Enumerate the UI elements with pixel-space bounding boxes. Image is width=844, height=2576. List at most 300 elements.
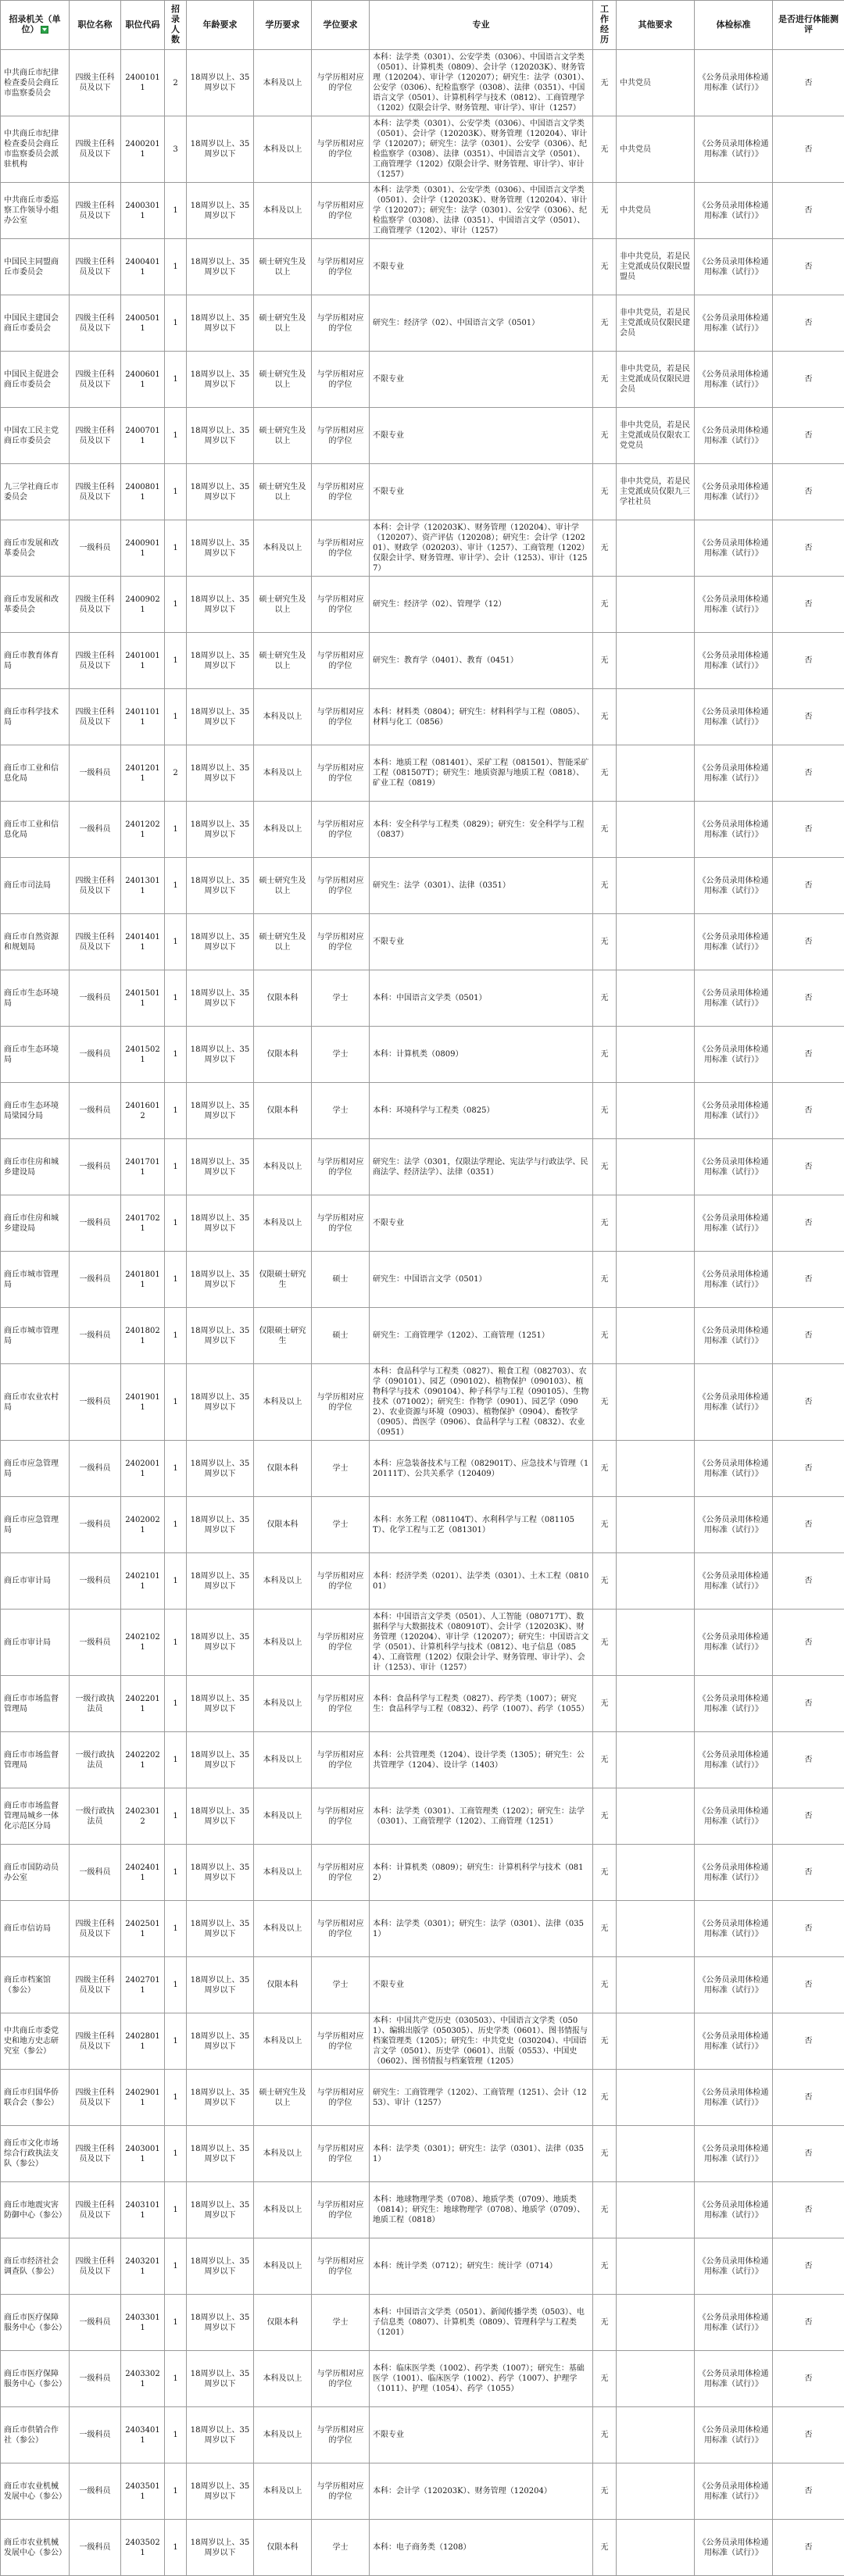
other-cell xyxy=(617,1788,695,1845)
other-cell: 中共党员 xyxy=(617,50,695,116)
experience-cell: 无 xyxy=(593,689,617,745)
count-cell: 1 xyxy=(165,2520,187,2576)
experience-cell: 无 xyxy=(593,1083,617,1139)
physical-standard-cell: 《公务员录用体检通用标准（试行）》 xyxy=(695,2126,773,2182)
physical-standard-cell: 《公务员录用体检通用标准（试行）》 xyxy=(695,2407,773,2463)
table-row xyxy=(1,2520,844,2576)
age-cell: 18周岁以上、35周岁以下 xyxy=(187,689,254,745)
position-cell: 一级科员 xyxy=(70,1553,121,1610)
other-cell xyxy=(617,2182,695,2238)
degree-cell: 与学历相对应的学位 xyxy=(312,116,370,183)
code-cell: 24012011 xyxy=(121,745,165,802)
position-cell: 四级主任科员及以下 xyxy=(70,183,121,239)
position-cell: 一级科员 xyxy=(70,520,121,577)
physical-standard-cell: 《公务员录用体检通用标准（试行）》 xyxy=(695,183,773,239)
fitness-test-cell: 否 xyxy=(773,970,844,1027)
education-cell: 本科及以上 xyxy=(254,183,312,239)
position-cell: 一级科员 xyxy=(70,2407,121,2463)
physical-standard-cell: 《公务员录用体检通用标准（试行）》 xyxy=(695,1957,773,2013)
age-cell: 18周岁以上、35周岁以下 xyxy=(187,577,254,633)
experience-cell: 无 xyxy=(593,1364,617,1441)
position-cell: 一级行政执法员 xyxy=(70,1676,121,1732)
unit-cell: 中国民主促进会商丘市委员会 xyxy=(1,352,70,408)
code-cell: 24003011 xyxy=(121,183,165,239)
education-cell: 本科及以上 xyxy=(254,1845,312,1901)
code-cell: 24006011 xyxy=(121,352,165,408)
major-cell: 不限专业 xyxy=(370,2407,593,2463)
other-cell xyxy=(617,745,695,802)
filter-dropdown-icon[interactable] xyxy=(41,26,48,34)
degree-cell: 与学历相对应的学位 xyxy=(312,802,370,858)
unit-cell: 中共商丘市纪律检查委员会商丘市监察委员会 xyxy=(1,50,70,116)
count-cell: 1 xyxy=(165,1027,187,1083)
position-cell: 一级科员 xyxy=(70,1845,121,1901)
age-cell: 18周岁以上、35周岁以下 xyxy=(187,1901,254,1957)
experience-cell: 无 xyxy=(593,408,617,464)
position-cell: 四级主任科员及以下 xyxy=(70,295,121,352)
education-cell: 仅限本科 xyxy=(254,1027,312,1083)
physical-standard-cell: 《公务员录用体检通用标准（试行）》 xyxy=(695,858,773,914)
physical-standard-cell: 《公务员录用体检通用标准（试行）》 xyxy=(695,577,773,633)
major-cell: 本科：中国语言文学类（0501）、人工智能（080717T）、数据科学与大数据技术（080910T）、会计学（120203K）、财务管理（120204）、审计学（120207）；研究生：中国语言文学（0501）、计算机科学与技术（0812）、电子信息（0854）、工商管理（1202）仅限会计学、财务管理、审计学）、会计（1253）、审计（1257） xyxy=(370,1610,593,1676)
age-cell: 18周岁以上、35周岁以下 xyxy=(187,2182,254,2238)
education-cell: 本科及以上 xyxy=(254,1901,312,1957)
table-row xyxy=(1,2407,844,2463)
other-cell xyxy=(617,802,695,858)
unit-cell: 商丘市农业农村局 xyxy=(1,1364,70,1441)
unit-cell: 商丘市供销合作社（参公） xyxy=(1,2407,70,2463)
fitness-test-cell: 否 xyxy=(773,1195,844,1252)
education-cell: 硕士研究生及以上 xyxy=(254,408,312,464)
physical-standard-cell: 《公务员录用体检通用标准（试行）》 xyxy=(695,2351,773,2407)
fitness-test-cell: 否 xyxy=(773,745,844,802)
code-cell: 24002011 xyxy=(121,116,165,183)
degree-cell: 与学历相对应的学位 xyxy=(312,577,370,633)
education-cell: 硕士研究生及以上 xyxy=(254,577,312,633)
position-cell: 四级主任科员及以下 xyxy=(70,914,121,970)
table-row xyxy=(1,408,844,464)
position-cell: 四级主任科员及以下 xyxy=(70,116,121,183)
column-header-label: 工作经历 xyxy=(600,5,609,45)
major-cell: 本科：地质工程（081401）、采矿工程（081501）、智能采矿工程（081507T）；研究生：地质资源与地质工程（0818）、矿业工程（0819） xyxy=(370,745,593,802)
position-cell: 四级主任科员及以下 xyxy=(70,352,121,408)
fitness-test-cell: 否 xyxy=(773,2351,844,2407)
major-cell: 不限专业 xyxy=(370,1195,593,1252)
header-education xyxy=(254,1,312,50)
unit-cell: 商丘市市场监督管理局 xyxy=(1,1676,70,1732)
count-cell: 1 xyxy=(165,1553,187,1610)
other-cell xyxy=(617,970,695,1027)
count-cell: 1 xyxy=(165,183,187,239)
physical-standard-cell: 《公务员录用体检通用标准（试行）》 xyxy=(695,116,773,183)
code-cell: 24008011 xyxy=(121,464,165,520)
position-cell: 一级科员 xyxy=(70,1610,121,1676)
other-cell xyxy=(617,2351,695,2407)
experience-cell: 无 xyxy=(593,1553,617,1610)
physical-standard-cell: 《公务员录用体检通用标准（试行）》 xyxy=(695,1676,773,1732)
physical-standard-cell: 《公务员录用体检通用标准（试行）》 xyxy=(695,1364,773,1441)
position-cell: 一级科员 xyxy=(70,1497,121,1553)
physical-standard-cell: 《公务员录用体检通用标准（试行）》 xyxy=(695,2295,773,2351)
column-header-label: 其他要求 xyxy=(638,20,673,30)
table-row xyxy=(1,116,844,183)
physical-standard-cell: 《公务员录用体检通用标准（试行）》 xyxy=(695,408,773,464)
column-header-label: 学历要求 xyxy=(266,20,300,30)
unit-cell: 商丘市归国华侨联合会（参公） xyxy=(1,2070,70,2126)
header-major xyxy=(370,1,593,50)
experience-cell: 无 xyxy=(593,1901,617,1957)
degree-cell: 与学历相对应的学位 xyxy=(312,239,370,295)
other-cell xyxy=(617,1364,695,1441)
code-cell: 24004011 xyxy=(121,239,165,295)
degree-cell: 与学历相对应的学位 xyxy=(312,464,370,520)
position-cell: 四级主任科员及以下 xyxy=(70,1901,121,1957)
degree-cell: 与学历相对应的学位 xyxy=(312,352,370,408)
education-cell: 仅限本科 xyxy=(254,2295,312,2351)
count-cell: 1 xyxy=(165,1732,187,1788)
degree-cell: 学士 xyxy=(312,970,370,1027)
major-cell: 本科：食品科学与工程类（0827）、药学类（1007）；研究生：食品科学与工程（0832）、药学（1007）、药学（1055） xyxy=(370,1676,593,1732)
experience-cell: 无 xyxy=(593,1027,617,1083)
fitness-test-cell: 否 xyxy=(773,2070,844,2126)
count-cell: 1 xyxy=(165,1083,187,1139)
major-cell: 研究生：经济学（02）、管理学（12） xyxy=(370,577,593,633)
major-cell: 不限专业 xyxy=(370,352,593,408)
other-cell: 非中共党员，若是民主党派成员仅限民建会员 xyxy=(617,295,695,352)
education-cell: 本科及以上 xyxy=(254,745,312,802)
table-row xyxy=(1,689,844,745)
degree-cell: 与学历相对应的学位 xyxy=(312,183,370,239)
degree-cell: 与学历相对应的学位 xyxy=(312,633,370,689)
experience-cell: 无 xyxy=(593,2407,617,2463)
count-cell: 1 xyxy=(165,1957,187,2013)
experience-cell: 无 xyxy=(593,1139,617,1195)
unit-cell: 中国民主同盟商丘市委员会 xyxy=(1,239,70,295)
count-cell: 1 xyxy=(165,2351,187,2407)
major-cell: 本科：环境科学与工程类（0825） xyxy=(370,1083,593,1139)
code-cell: 24033021 xyxy=(121,2351,165,2407)
age-cell: 18周岁以上、35周岁以下 xyxy=(187,239,254,295)
physical-standard-cell: 《公务员录用体检通用标准（试行）》 xyxy=(695,2238,773,2295)
unit-cell: 商丘市档案馆（参公） xyxy=(1,1957,70,2013)
physical-standard-cell: 《公务员录用体检通用标准（试行）》 xyxy=(695,1195,773,1252)
physical-standard-cell: 《公务员录用体检通用标准（试行）》 xyxy=(695,1732,773,1788)
fitness-test-cell: 否 xyxy=(773,520,844,577)
count-cell: 1 xyxy=(165,1845,187,1901)
count-cell: 1 xyxy=(165,1497,187,1553)
physical-standard-cell: 《公务员录用体检通用标准（试行）》 xyxy=(695,1497,773,1553)
position-cell: 四级主任科员及以下 xyxy=(70,408,121,464)
count-cell: 1 xyxy=(165,1364,187,1441)
count-cell: 1 xyxy=(165,1676,187,1732)
other-cell xyxy=(617,1845,695,1901)
major-cell: 不限专业 xyxy=(370,239,593,295)
degree-cell: 与学历相对应的学位 xyxy=(312,858,370,914)
header-code xyxy=(121,1,165,50)
fitness-test-cell: 否 xyxy=(773,2407,844,2463)
position-cell: 一级科员 xyxy=(70,802,121,858)
code-cell: 24032011 xyxy=(121,2238,165,2295)
code-cell: 24035021 xyxy=(121,2520,165,2576)
fitness-test-cell: 否 xyxy=(773,1732,844,1788)
unit-cell: 九三学社商丘市委员会 xyxy=(1,464,70,520)
physical-standard-cell: 《公务员录用体检通用标准（试行）》 xyxy=(695,464,773,520)
major-cell: 不限专业 xyxy=(370,1957,593,2013)
fitness-test-cell: 否 xyxy=(773,50,844,116)
position-cell: 一级科员 xyxy=(70,1027,121,1083)
major-cell: 本科：中国语言文学类（0501） xyxy=(370,970,593,1027)
table-row xyxy=(1,1441,844,1497)
major-cell: 不限专业 xyxy=(370,408,593,464)
position-cell: 四级主任科员及以下 xyxy=(70,1957,121,2013)
experience-cell: 无 xyxy=(593,116,617,183)
unit-cell: 商丘市应急管理局 xyxy=(1,1497,70,1553)
age-cell: 18周岁以上、35周岁以下 xyxy=(187,914,254,970)
major-cell: 研究生：中国语言文学（0501） xyxy=(370,1252,593,1308)
other-cell xyxy=(617,1901,695,1957)
experience-cell: 无 xyxy=(593,2126,617,2182)
age-cell: 18周岁以上、35周岁以下 xyxy=(187,1195,254,1252)
age-cell: 18周岁以上、35周岁以下 xyxy=(187,2238,254,2295)
experience-cell: 无 xyxy=(593,1497,617,1553)
physical-standard-cell: 《公务员录用体检通用标准（试行）》 xyxy=(695,2013,773,2070)
unit-cell: 商丘市市场监督管理局 xyxy=(1,1732,70,1788)
position-cell: 四级主任科员及以下 xyxy=(70,2182,121,2238)
position-cell: 四级主任科员及以下 xyxy=(70,2126,121,2182)
code-cell: 24021021 xyxy=(121,1610,165,1676)
table-row xyxy=(1,2463,844,2520)
education-cell: 本科及以上 xyxy=(254,689,312,745)
code-cell: 24018021 xyxy=(121,1308,165,1364)
table-row xyxy=(1,1195,844,1252)
table-row xyxy=(1,1845,844,1901)
fitness-test-cell: 否 xyxy=(773,689,844,745)
header-count xyxy=(165,1,187,50)
education-cell: 硕士研究生及以上 xyxy=(254,914,312,970)
unit-cell: 商丘市审计局 xyxy=(1,1553,70,1610)
other-cell: 非中共党员，若是民主党派成员仅限民进会员 xyxy=(617,352,695,408)
physical-standard-cell: 《公务员录用体检通用标准（试行）》 xyxy=(695,1308,773,1364)
experience-cell: 无 xyxy=(593,802,617,858)
column-header-label: 职位名称 xyxy=(78,20,113,30)
code-cell: 24033011 xyxy=(121,2295,165,2351)
unit-cell: 商丘市教育体育局 xyxy=(1,633,70,689)
position-cell: 一级科员 xyxy=(70,745,121,802)
education-cell: 仅限本科 xyxy=(254,1497,312,1553)
other-cell xyxy=(617,2407,695,2463)
unit-cell: 商丘市自然资源和规划局 xyxy=(1,914,70,970)
fitness-test-cell: 否 xyxy=(773,1252,844,1308)
table-row xyxy=(1,239,844,295)
other-cell xyxy=(617,1308,695,1364)
code-cell: 24018011 xyxy=(121,1252,165,1308)
table-row xyxy=(1,1497,844,1553)
fitness-test-cell: 否 xyxy=(773,1308,844,1364)
fitness-test-cell: 否 xyxy=(773,1027,844,1083)
table-row xyxy=(1,352,844,408)
header-position xyxy=(70,1,121,50)
count-cell: 1 xyxy=(165,1610,187,1676)
degree-cell: 与学历相对应的学位 xyxy=(312,2238,370,2295)
table-row xyxy=(1,1732,844,1788)
fitness-test-cell: 否 xyxy=(773,1901,844,1957)
education-cell: 硕士研究生及以上 xyxy=(254,858,312,914)
degree-cell: 与学历相对应的学位 xyxy=(312,1364,370,1441)
experience-cell: 无 xyxy=(593,295,617,352)
other-cell xyxy=(617,520,695,577)
position-cell: 一级科员 xyxy=(70,2351,121,2407)
position-cell: 一级科员 xyxy=(70,2463,121,2520)
education-cell: 仅限硕士研究生 xyxy=(254,1252,312,1308)
experience-cell: 无 xyxy=(593,1732,617,1788)
major-cell: 本科：经济学类（0201）、法学类（0301）、土木工程（081001） xyxy=(370,1553,593,1610)
degree-cell: 与学历相对应的学位 xyxy=(312,1139,370,1195)
header-experience xyxy=(593,1,617,50)
position-cell: 一级科员 xyxy=(70,970,121,1027)
unit-cell: 商丘市农业机械发展中心（参公） xyxy=(1,2520,70,2576)
code-cell: 24005011 xyxy=(121,295,165,352)
code-cell: 24001011 xyxy=(121,50,165,116)
age-cell: 18周岁以上、35周岁以下 xyxy=(187,1732,254,1788)
count-cell: 1 xyxy=(165,464,187,520)
unit-cell: 商丘市生态环境局梁园分局 xyxy=(1,1083,70,1139)
unit-cell: 商丘市司法局 xyxy=(1,858,70,914)
major-cell: 研究生：经济学（02）、中国语言文学（0501） xyxy=(370,295,593,352)
table-row xyxy=(1,2070,844,2126)
position-cell: 一级科员 xyxy=(70,2295,121,2351)
position-cell: 一级科员 xyxy=(70,1364,121,1441)
unit-cell: 商丘市科学技术局 xyxy=(1,689,70,745)
age-cell: 18周岁以上、35周岁以下 xyxy=(187,50,254,116)
fitness-test-cell: 否 xyxy=(773,858,844,914)
other-cell xyxy=(617,1610,695,1676)
count-cell: 1 xyxy=(165,2070,187,2126)
fitness-test-cell: 否 xyxy=(773,1364,844,1441)
education-cell: 仅限硕士研究生 xyxy=(254,1308,312,1364)
count-cell: 1 xyxy=(165,2463,187,2520)
major-cell: 本科：公共管理类（1204）、设计学类（1305）；研究生：公共管理学（1204）、设计学（1403） xyxy=(370,1732,593,1788)
count-cell: 1 xyxy=(165,408,187,464)
fitness-test-cell: 否 xyxy=(773,2126,844,2182)
table-row xyxy=(1,2013,844,2070)
table-row xyxy=(1,1083,844,1139)
major-cell: 本科：中国语言文学类（0501）、新闻传播学类（0503）、电子信息类（0807）、计算机类（0809）、管理科学与工程类（1201） xyxy=(370,2295,593,2351)
degree-cell: 与学历相对应的学位 xyxy=(312,745,370,802)
education-cell: 仅限本科 xyxy=(254,1957,312,2013)
experience-cell: 无 xyxy=(593,1308,617,1364)
experience-cell: 无 xyxy=(593,1441,617,1497)
age-cell: 18周岁以上、35周岁以下 xyxy=(187,352,254,408)
header-physical xyxy=(695,1,773,50)
column-header-label: 职位代码 xyxy=(126,20,160,30)
education-cell: 本科及以上 xyxy=(254,2013,312,2070)
fitness-test-cell: 否 xyxy=(773,1788,844,1845)
fitness-test-cell: 否 xyxy=(773,577,844,633)
other-cell xyxy=(617,1676,695,1732)
physical-standard-cell: 《公务员录用体检通用标准（试行）》 xyxy=(695,914,773,970)
unit-cell: 中共商丘市委党史和地方史志研究室（参公） xyxy=(1,2013,70,2070)
age-cell: 18周岁以上、35周岁以下 xyxy=(187,1364,254,1441)
other-cell xyxy=(617,1083,695,1139)
count-cell: 1 xyxy=(165,577,187,633)
fitness-test-cell: 否 xyxy=(773,2238,844,2295)
other-cell xyxy=(617,1497,695,1553)
age-cell: 18周岁以上、35周岁以下 xyxy=(187,1553,254,1610)
code-cell: 24029011 xyxy=(121,2070,165,2126)
count-cell: 1 xyxy=(165,295,187,352)
position-cell: 四级主任科员及以下 xyxy=(70,689,121,745)
table-row xyxy=(1,1957,844,2013)
code-cell: 24020021 xyxy=(121,1497,165,1553)
table-row xyxy=(1,1901,844,1957)
position-cell: 四级主任科员及以下 xyxy=(70,464,121,520)
count-cell: 1 xyxy=(165,1252,187,1308)
fitness-test-cell: 否 xyxy=(773,1497,844,1553)
fitness-test-cell: 否 xyxy=(773,2295,844,2351)
fitness-test-cell: 否 xyxy=(773,2463,844,2520)
degree-cell: 与学历相对应的学位 xyxy=(312,689,370,745)
education-cell: 本科及以上 xyxy=(254,1195,312,1252)
education-cell: 硕士研究生及以上 xyxy=(254,239,312,295)
unit-cell: 商丘市信访局 xyxy=(1,1901,70,1957)
major-cell: 本科：安全科学与工程类（0829）；研究生：安全科学与工程（0837） xyxy=(370,802,593,858)
code-cell: 24027011 xyxy=(121,1957,165,2013)
experience-cell: 无 xyxy=(593,464,617,520)
table-row xyxy=(1,577,844,633)
physical-standard-cell: 《公务员录用体检通用标准（试行）》 xyxy=(695,1252,773,1308)
other-cell xyxy=(617,2463,695,2520)
other-cell xyxy=(617,633,695,689)
column-header-label: 招录机关（单位） xyxy=(9,15,61,34)
position-cell: 一级科员 xyxy=(70,1252,121,1308)
code-cell: 24010011 xyxy=(121,633,165,689)
physical-standard-cell: 《公务员录用体检通用标准（试行）》 xyxy=(695,689,773,745)
experience-cell: 无 xyxy=(593,914,617,970)
education-cell: 本科及以上 xyxy=(254,2463,312,2520)
other-cell xyxy=(617,577,695,633)
count-cell: 1 xyxy=(165,239,187,295)
education-cell: 本科及以上 xyxy=(254,1553,312,1610)
degree-cell: 与学历相对应的学位 xyxy=(312,295,370,352)
other-cell: 非中共党员，若是民主党派成员仅限民盟盟员 xyxy=(617,239,695,295)
table-row xyxy=(1,2182,844,2238)
position-cell: 四级主任科员及以下 xyxy=(70,633,121,689)
degree-cell: 与学历相对应的学位 xyxy=(312,1788,370,1845)
major-cell: 研究生：法学（0301，仅限法学理论、宪法学与行政法学、民商法学、经济法学）、法律（0351） xyxy=(370,1139,593,1195)
fitness-test-cell: 否 xyxy=(773,1845,844,1901)
count-cell: 1 xyxy=(165,1901,187,1957)
degree-cell: 硕士 xyxy=(312,1308,370,1364)
education-cell: 本科及以上 xyxy=(254,1139,312,1195)
count-cell: 1 xyxy=(165,1195,187,1252)
degree-cell: 与学历相对应的学位 xyxy=(312,408,370,464)
education-cell: 硕士研究生及以上 xyxy=(254,633,312,689)
experience-cell: 无 xyxy=(593,2070,617,2126)
table-row xyxy=(1,1788,844,1845)
experience-cell: 无 xyxy=(593,1252,617,1308)
other-cell xyxy=(617,1252,695,1308)
code-cell: 24014011 xyxy=(121,914,165,970)
major-cell: 本科：法学类（0301）、工商管理类（1202）；研究生：法学（0301）、工商管理学（1202）、工商管理（1251） xyxy=(370,1788,593,1845)
age-cell: 18周岁以上、35周岁以下 xyxy=(187,858,254,914)
age-cell: 18周岁以上、35周岁以下 xyxy=(187,1788,254,1845)
major-cell: 本科：水务工程（081104T）、水利科学与工程（081105T）、化学工程与工艺（081301） xyxy=(370,1497,593,1553)
physical-standard-cell: 《公务员录用体检通用标准（试行）》 xyxy=(695,1845,773,1901)
code-cell: 24034011 xyxy=(121,2407,165,2463)
fitness-test-cell: 否 xyxy=(773,1083,844,1139)
education-cell: 本科及以上 xyxy=(254,1676,312,1732)
header-other xyxy=(617,1,695,50)
